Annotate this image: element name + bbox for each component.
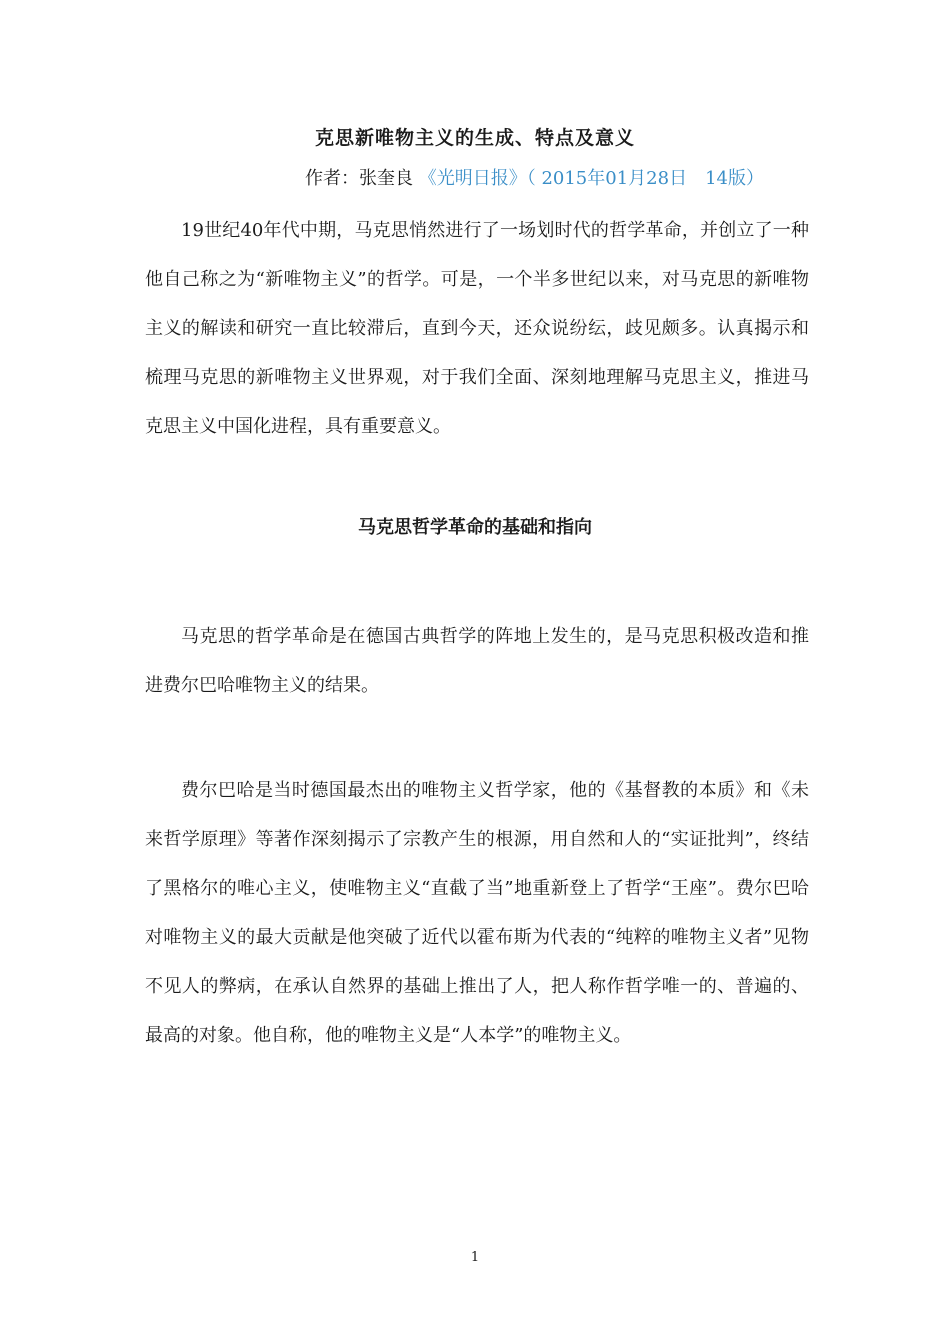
author-label: 作者：张奎良 bbox=[305, 168, 413, 189]
paragraph-revolution: 马克思的哲学革命是在德国古典哲学的阵地上发生的，是马克思积极改造和推进费尔巴哈唯物主义的结果。 bbox=[145, 626, 809, 696]
section-heading: 马克思哲学革命的基础和指向 bbox=[358, 517, 592, 538]
byline bbox=[305, 164, 764, 190]
paragraph-intro: 19世纪40年代中期，马克思悄然进行了一场划时代的哲学革命，并创立了一种他自己称之为“新唯物主义”的哲学。可是，一个半多世纪以来，对马克思的新唯物主义的解读和研究一直比较滞后，直到今天，还众说纷纭，歧见颇多。认真揭示和梳理马克思的新唯物主义世界观，对于我们全面、深刻地理解马克思主义，推进马克思主义中国化进程，具有重要意义。 bbox=[145, 220, 809, 437]
page-number: 1 bbox=[470, 1250, 480, 1265]
paragraph-feuerbach: 费尔巴哈是当时德国最杰出的唯物主义哲学家，他的《基督教的本质》和《未来哲学原理》等著作深刻揭示了宗教产生的根源，用自然和人的“实证批判”，终结了黑格尔的唯心主义，使唯物主义“直截了当”地重新登上了哲学“王座”。费尔巴哈对唯物主义的最大贡献是他突破了近代以霍布斯为代表的“纯粹的唯物主义者”见物不见人的弊病，在承认自然界的基础上推出了人，把人称作哲学唯一的、普遍的、最高的对象。他自称，他的唯物主义是“人本学”的唯物主义。 bbox=[145, 780, 809, 1046]
document-title: 克思新唯物主义的生成、特点及意义 bbox=[314, 127, 635, 149]
source-link[interactable]: 《光明日报》（ 2015年01月28日 14版） bbox=[418, 168, 764, 189]
